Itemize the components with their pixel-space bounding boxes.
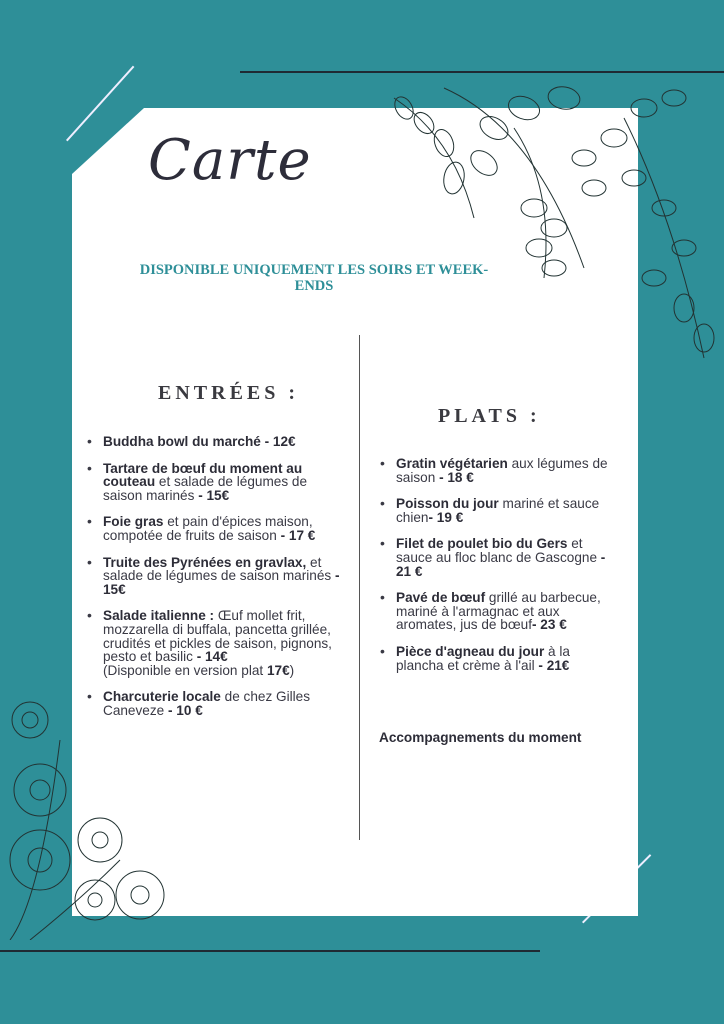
list-item: • Foie gras et pain d'épices maison, compotée de fruits de saison - 17 €: [87, 515, 349, 542]
list-item: • Poisson du jour mariné et sauce chien- 19 €: [380, 497, 620, 524]
list-item: • Filet de poulet bio du Gers et sauce au floc blanc de Gascogne - 21 €: [380, 537, 620, 578]
list-item: • Gratin végétarien aux légumes de saison - 18 €: [380, 457, 620, 484]
list-item: • Pièce d'agneau du jour à la plancha et crème à l'ail - 21€: [380, 645, 620, 672]
column-divider: [359, 335, 360, 840]
floral-bottom-left-icon: [0, 700, 170, 940]
availability-subtitle: DISPONIBLE UNIQUEMENT LES SOIRS ET WEEK-ENDS: [139, 262, 489, 294]
page-title: Carte: [148, 128, 312, 193]
entrees-list: [87, 435, 349, 731]
plats-heading: PLATS :: [438, 405, 541, 427]
floral-top-right-icon: [384, 68, 724, 368]
list-item: • Salade italienne : Œuf mollet frit, mozzarella di buffala, pancetta grillée, crudités et pickles de saison, pignons, pesto et basilic - 14€ (Disponible en version plat 17€): [87, 609, 349, 677]
list-item: • Pavé de bœuf grillé au barbecue, mariné à l'armagnac et aux aromates, jus de bœuf- 23 €: [380, 591, 620, 632]
list-item: • Truite des Pyrénées en gravlax, et salade de légumes de saison marinés - 15€: [87, 556, 349, 597]
list-item: • Buddha bowl du marché - 12€: [87, 435, 349, 449]
accompaniments-note: Accompagnements du moment: [379, 730, 582, 745]
list-item: • Tartare de bœuf du moment au couteau et salade de légumes de saison marinés - 15€: [87, 462, 349, 503]
entrees-heading: ENTRÉES :: [158, 382, 300, 404]
plats-list: [380, 457, 620, 685]
list-item: • Charcuterie locale de chez Gilles Caneveze - 10 €: [87, 690, 349, 717]
bottom-frame-line: [0, 950, 540, 952]
